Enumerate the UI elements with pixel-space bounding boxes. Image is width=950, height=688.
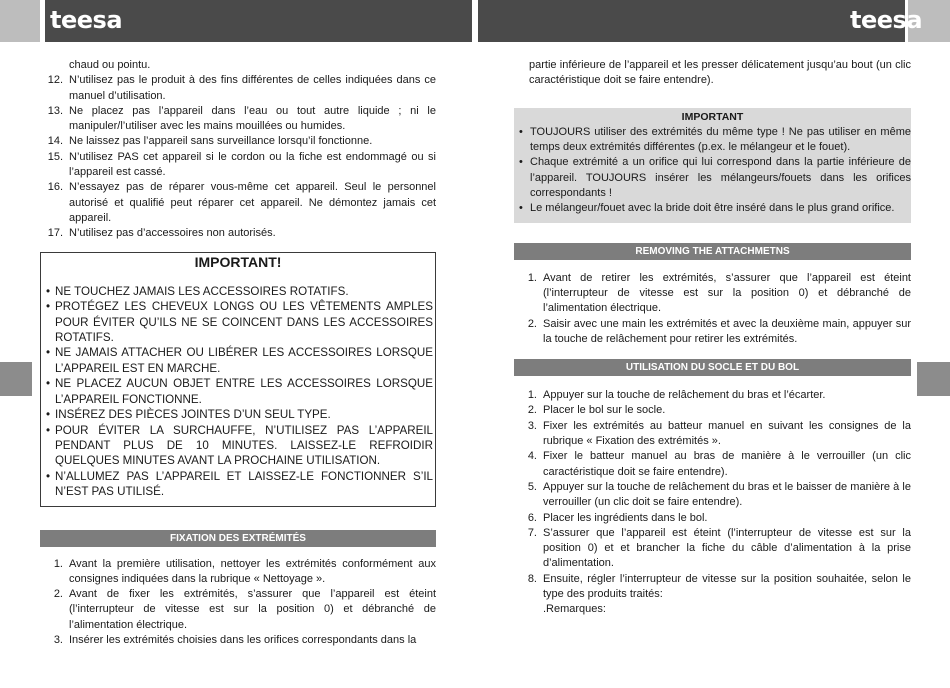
list-item: 6. Placer les ingrédients dans le bol. (527, 511, 708, 524)
list-item: 1. Avant la première utilisation, nettoyer les extrémités conformément aux consignes indiquées dans la rubrique « Nettoyage ». (53, 557, 436, 585)
bullet-item: • POUR ÉVITER LA SURCHAUFFE, N’UTILISEZ PAS L’APPAREIL PENDANT PLUS DE 10 MINUTES. LAISSEZ-LE REFROIDIR QUELQUES MINUTES AVANT LA PROCHAINE UTILISATION. (46, 423, 433, 468)
important-title: IMPORTANT! (194, 253, 282, 270)
safety-list (40, 73, 436, 241)
important-note-box (514, 108, 911, 223)
bullet-item: • NE PLACEZ AUCUN OBJET ENTRE LES ACCESSOIRES LORSQUE L’APPAREIL FONCTIONNE. (46, 377, 433, 406)
bullet-item: • INSÉREZ DES PIÈCES JOINTES D’UN SEUL TYPE. (46, 408, 331, 422)
section-heading-removing: REMOVING THE ATTACHMETNS (514, 243, 911, 260)
bullet-item: • Le mélangeur/fouet avec la bride doit être inséré dans le plus grand orifice. (519, 202, 895, 215)
section-heading-fixation: FIXATION DES EXTRÉMITÉS (40, 530, 436, 547)
list-item: 16. N’essayez pas de réparer vous-même cet appareil. Seul le personnel autorisé et qualifié peut réparer cet appareil. Ne démontez jamais cet appareil. (47, 181, 436, 224)
important-box (40, 252, 436, 507)
continuation-text: partie inférieure de l’appareil et les presser délicatement jusqu’au bout (un clic caractéristique doit se faire entendre). (529, 59, 911, 87)
list-item: 1. Avant de retirer les extrémités, s’assurer que l’appareil est éteint (l’interrupteur de vitesse est sur la position 0) et débranché de l’alimentation électrique. (527, 271, 911, 315)
list-item: 13. Ne placez pas l’appareil dans l’eau ou tout autre liquide ; ni le manipuler/l’utiliser avec les mains mouillées ou humides. (47, 104, 436, 133)
right-column (514, 58, 911, 618)
section-heading-socle: UTILISATION DU SOCLE ET DU BOL (514, 359, 911, 376)
fixation-list (40, 557, 436, 649)
list-item: 8. Ensuite, régler l’interrupteur de vitesse sur la position souhaitée, selon le type des produits traités: (527, 572, 911, 601)
bullet-item: • PROTÉGEZ LES CHEVEUX LONGS OU LES VÊTEMENTS AMPLES POUR ÉVITER QU’ILS NE SE COINCENT DANS LES ACCESSOIRES ROTATIFS. (46, 300, 433, 345)
brand-logo-right: teesa (850, 6, 923, 34)
header-corner-left (0, 0, 40, 42)
page-side-tab-right (917, 362, 950, 396)
list-item: 14. Ne laissez pas l’appareil sans surveillance lorsqu’il fonctionne. (47, 135, 373, 148)
important-list (41, 284, 435, 500)
list-item: 1. Appuyer sur la touche de relâchement du bras et l’écarter. (527, 389, 826, 402)
important-note-list (514, 125, 911, 217)
list-item: 3. Insérer les extrémités choisies dans les orifices correspondants dans la (53, 634, 417, 647)
list-item: 7. S’assurer que l’appareil est éteint (l’interrupteur de vitesse est sur la position 0) et et brancher la fiche du câble d’alimentation à la prise d’alimentation. (527, 526, 911, 570)
remarks-line: .Remarques: (543, 603, 606, 616)
bullet-item: • N’ALLUMEZ PAS L’APPAREIL ET LAISSEZ-LE FONCTIONNER S’IL N’EST PAS UTILISÉ. (46, 469, 433, 499)
header-bar-right (478, 0, 905, 42)
brand-logo-left: teesa (50, 6, 123, 34)
bullet-item: • Chaque extrémité a un orifice qui lui correspond dans la partie inférieure de l’appareil. TOUJOURS insérer les mélangeurs/fouets dans les orifices correspondants ! (519, 156, 911, 200)
list-item: 15. N’utilisez PAS cet appareil si le cordon ou la fiche est endommagé ou si l’appareil est cassé. (47, 150, 436, 179)
bullet-item: • TOUJOURS utiliser des extrémités du même type ! Ne pas utiliser en même temps deux extrémités différentes (p.ex. le mélangeur et le fouet). (519, 125, 911, 154)
bullet-item: • NE TOUCHEZ JAMAIS LES ACCESSOIRES ROTATIFS. (46, 284, 349, 298)
list-item: 3. Fixer les extrémités au batteur manuel en suivant les consignes de la rubrique « Fixation des extrémités ». (527, 419, 911, 448)
important-note-title: IMPORTANT (681, 110, 744, 123)
list-item: 5. Appuyer sur la touche de relâchement du bras et le baisser de manière à le verrouiller (un clic doit se faire entendre). (527, 480, 911, 509)
list-item: 17. N’utilisez pas d’accessoires non autorisés. (47, 227, 276, 240)
page-side-tab-left (0, 362, 32, 396)
removing-list (514, 271, 911, 347)
list-item: 4. Fixer le batteur manuel au bras de manière à le verrouiller (un clic caractéristique doit se faire entendre). (527, 450, 911, 478)
list-item: 2. Avant de fixer les extrémités, s’assurer que l’appareil est éteint (l’interrupteur de vitesse est sur la position 0) et débranché de l’alimentation électrique. (53, 588, 436, 631)
socle-list (514, 388, 911, 602)
list-item: 2. Placer le bol sur le socle. (527, 404, 666, 417)
list-item: 2. Saisir avec une main les extrémités et avec la deuxième main, appuyer sur la touche de relâchement pour retirer les extrémités. (527, 317, 911, 345)
intro-line: chaud ou pointu. (69, 59, 151, 71)
left-column (40, 58, 436, 648)
bullet-item: • NE JAMAIS ATTACHER OU LIBÉRER LES ACCESSOIRES LORSQUE L’APPAREIL EST EN MARCHE. (46, 346, 433, 375)
list-item: 12. N’utilisez pas le produit à des fins différentes de celles indiquées dans ce manuel d’utilisation. (47, 74, 436, 102)
